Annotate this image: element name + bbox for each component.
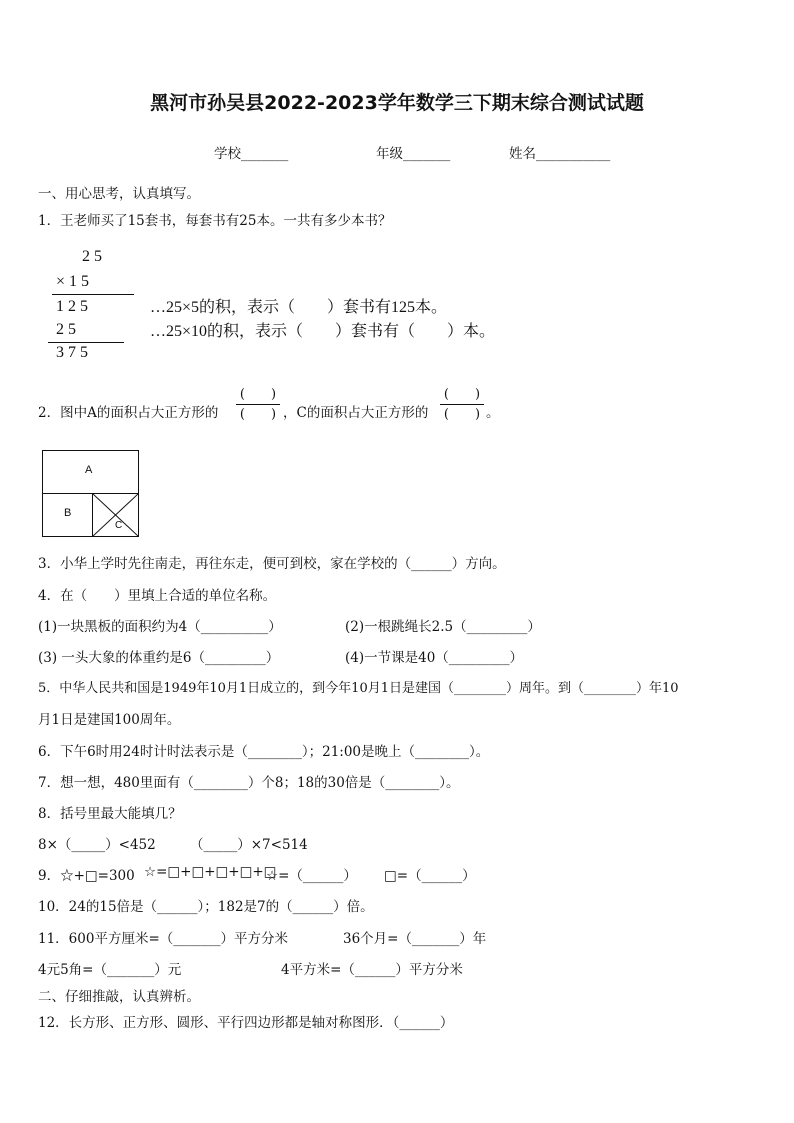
question-6: 6．下午6时用24时计时法表示是（________）；21:00是晚上（________）。 (38, 744, 490, 760)
region-b (43, 494, 93, 536)
calc-note-1: …25×5的积，表示（ ）套书有125本。 (150, 299, 448, 316)
question-2-part-2: ，C的面积占大正方形的 (283, 405, 429, 421)
region-a-label: A (85, 464, 93, 476)
fraction-blank-1 (236, 388, 280, 421)
question-11-a: 11．600平方厘米=（_______）平方分米 (38, 931, 289, 947)
section-1-heading: 一、用心思考，认真填写。 (38, 186, 200, 202)
grade-field: 年级_______ (376, 146, 451, 162)
question-9-star-blank: ☆=（______） (266, 868, 357, 884)
question-8-expr-1: 8×（_____）<452 (38, 837, 156, 853)
calc-row-1: 2 5 (82, 248, 102, 265)
square-diagram (42, 450, 139, 537)
section-2-heading: 二、仔细推敲，认真辨析。 (38, 989, 200, 1005)
name-field: 姓名___________ (509, 146, 611, 162)
fraction-1-bar (236, 404, 280, 405)
fraction-blank-2 (440, 388, 484, 421)
calc-divider-1 (52, 294, 134, 295)
question-11-d: 4平方米=（______）平方分米 (281, 962, 463, 978)
question-9-equation: ☆=□+□+□+□+□ (144, 864, 277, 880)
region-c (93, 494, 138, 536)
question-7: 7．想一想，480里面有（________）个8；18的30倍是（________）。 (38, 775, 460, 791)
fraction-1-numerator: ( ) (239, 387, 277, 402)
question-3: 3．小华上学时先往南走，再往东走，便可到校，家在学校的（______）方向。 (38, 556, 506, 572)
question-4-item-3: (3) 一头大象的体重约是6（_________） (38, 650, 280, 666)
question-11-b: 36个月=（_______）年 (343, 931, 487, 947)
region-a (43, 451, 138, 494)
question-4-item-1: (1)一块黑板的面积约为4（__________） (38, 619, 282, 635)
question-5-line-1: 5．中华人民共和国是1949年10月1日成立的，到今年10月1日是建国（________）周年。到（________）年10 (38, 681, 679, 696)
question-4-item-2: (2)一根跳绳长2.5（_________） (345, 619, 541, 635)
question-8: 8．括号里最大能填几？ (38, 806, 182, 822)
question-12: 12．长方形、正方形、圆形、平行四边形都是轴对称图形．（______） (38, 1015, 454, 1031)
region-c-label: C (115, 520, 123, 531)
calc-divider-2 (48, 342, 124, 343)
question-9-box-blank: □=（______） (384, 868, 476, 884)
region-b-label: B (64, 507, 72, 519)
fraction-2-denominator: ( ) (443, 407, 481, 422)
page-title: 黑河市孙吴县2022-2023学年数学三下期末综合测试试题 (150, 92, 644, 114)
calc-row-3: 1 2 5 (56, 298, 88, 315)
question-8-expr-2: （_____）×7<514 (190, 837, 308, 853)
calc-row-2: × 1 5 (56, 273, 90, 290)
question-9-prefix: 9．☆+□=300 (38, 868, 135, 884)
fraction-1-denominator: ( ) (239, 407, 277, 422)
fraction-2-numerator: ( ) (443, 387, 481, 402)
question-11-c: 4元5角=（_______）元 (38, 962, 182, 978)
calc-row-4: 2 5 (56, 321, 76, 338)
fraction-2-bar (440, 404, 484, 405)
question-4-item-4: (4)一节课是40（_________） (345, 650, 524, 666)
calc-row-5: 3 7 5 (56, 344, 88, 361)
question-10: 10．24的15倍是（______）；182是7的（______）倍。 (38, 899, 374, 915)
school-field: 学校_______ (214, 146, 289, 162)
question-5-line-2: 月1日是建国100周年。 (38, 712, 181, 728)
calc-note-2: …25×10的积，表示（ ）套书有（ ）本。 (150, 323, 496, 340)
question-2-part-1: 2．图中A的面积占大正方形的 (38, 405, 219, 421)
question-4: 4．在（ ）里填上合适的单位名称。 (38, 588, 277, 604)
question-2-part-3: 。 (486, 405, 500, 421)
question-1: 1．王老师买了15套书，每套书有25本。一共有多少本书？ (38, 213, 392, 229)
